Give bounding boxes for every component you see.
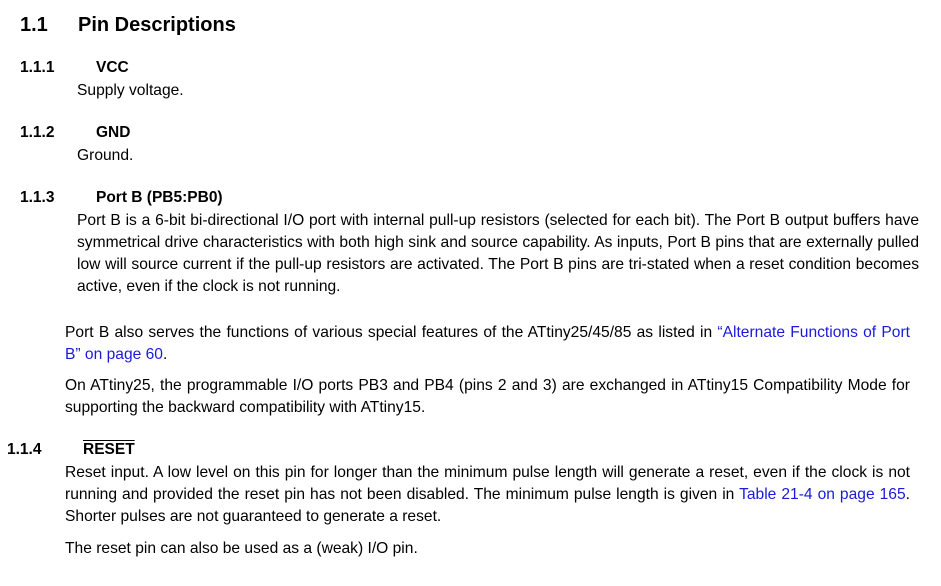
reset-paragraph-1-end: . Shorter pulses are not guaranteed to generate a reset.: [65, 486, 910, 525]
portb-paragraph-1: Port B is a 6-bit bi-directional I/O port with internal pull-up resistors (selected for each bit). The Port B output buffers have symmetrical drive characteristics with both high sink and source capability. As inputs, Port B pins that are externally pulled low will source current if the pull-up resistors are activated. The Port B pins are tri-stated when a reset condition becomes active, even if the clock is not running.: [77, 212, 919, 295]
vcc-number: 1.1.1: [20, 59, 55, 76]
vcc-title: VCC: [96, 59, 129, 76]
portb-number: 1.1.3: [20, 189, 55, 206]
portb-paragraph-2: [65, 322, 910, 366]
vcc-description: Supply voltage.: [77, 82, 184, 99]
portb-paragraph-2-text: Port B also serves the functions of various special features of the ATtiny25/45/85 as listed in: [65, 324, 718, 341]
portb-paragraph-3: On ATtiny25, the programmable I/O ports PB3 and PB4 (pins 2 and 3) are exchanged in ATtiny15 Compatibility Mode for supporting the backward compatibility with ATtiny15.: [65, 377, 910, 416]
portb-title: Port B (PB5:PB0): [96, 189, 223, 206]
gnd-description: Ground.: [77, 147, 134, 164]
reset-number: 1.1.4: [7, 441, 42, 458]
section-title: Pin Descriptions: [78, 14, 236, 36]
reset-paragraph-2: The reset pin can also be used as a (weak) I/O pin.: [65, 540, 418, 557]
reset-title: RESET: [83, 441, 135, 458]
gnd-title: GND: [96, 124, 131, 141]
reset-paragraph-1: [65, 462, 910, 528]
gnd-number: 1.1.2: [20, 124, 55, 141]
table-21-4-link[interactable]: Table 21-4 on page 165: [739, 486, 906, 503]
alternate-functions-link[interactable]: “Alternate Functions of Port B” on page 60: [65, 324, 910, 363]
reset-paragraph-1-text: Reset input. A low level on this pin for longer than the minimum pulse length will generate a reset, even if the clock is not running and provided the reset pin has not been disabled. The minimum pulse length is given in: [65, 464, 910, 503]
section-number: 1.1: [20, 14, 48, 36]
portb-paragraph-2-end: .: [162, 346, 168, 363]
